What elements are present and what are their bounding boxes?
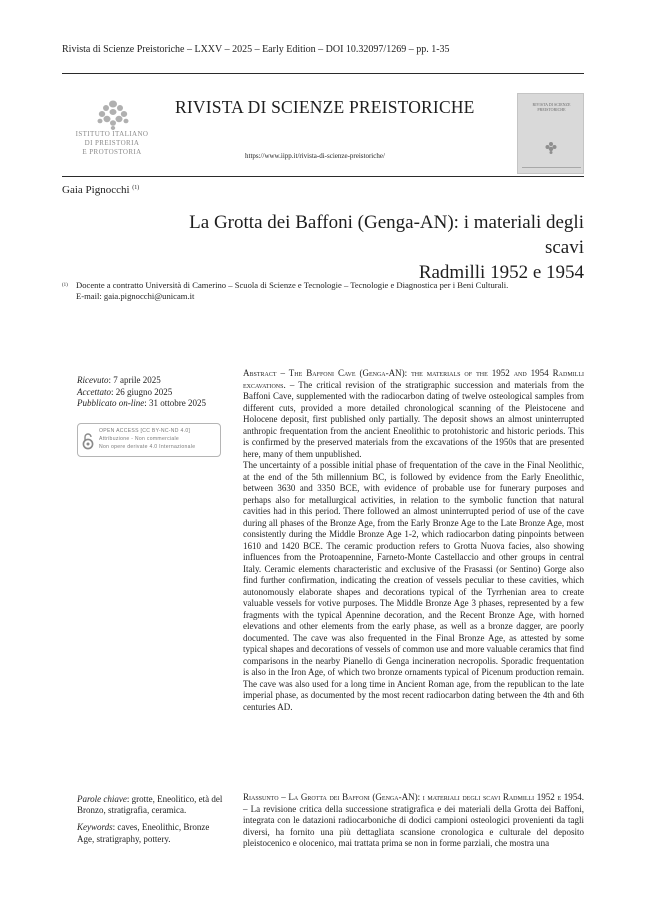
english-keywords-label: Keywords	[77, 822, 113, 833]
affiliation-line-2: E-mail: gaia.pignocchi@unicam.it	[76, 291, 195, 301]
author-line	[62, 184, 139, 196]
article-title-line-2: Radmilli 1952 e 1954	[418, 262, 584, 283]
running-head: Rivista di Scienze Preistoriche – LXXV – 2025 – Early Edition – DOI 10.32097/1269 – pp. 1-35	[62, 44, 450, 55]
cover-title-line-1: RIVISTA DI SCIENZE	[532, 102, 571, 107]
accepted-date	[77, 387, 227, 399]
riassunto-text: – La revisione critica della successione stratigrafica e dei materiali della Grotta dei Baffoni, integrata con le datazioni radiocarboniche di dodici campioni osteologici provenienti da tagli diversi, ha fornito una più dettagliata scansione cronologica e culturale del deposito pleistocenico e olocenico, mai trattata prima se non in forme parziali, che mostra una	[243, 803, 584, 848]
journal-title: RIVISTA DI SCIENZE PREISTORICHE	[175, 97, 475, 117]
author-name: Gaia Pignocchi	[62, 184, 130, 196]
received-date	[77, 375, 227, 387]
english-keywords	[77, 822, 227, 844]
open-access-lock-icon	[82, 432, 94, 450]
riassunto	[243, 792, 584, 850]
keywords-block	[77, 794, 227, 845]
italian-keywords	[77, 794, 227, 816]
published-value: : 31 ottobre 2025	[144, 398, 206, 409]
cover-footer-rule	[522, 167, 581, 168]
english-keywords-text: : caves, Eneolithic, Bronze Age, stratigraphy, pottery.	[77, 822, 210, 844]
cover-title	[521, 102, 582, 112]
license-text	[99, 427, 195, 451]
journal-cover-thumbnail	[517, 93, 584, 174]
institute-line-1: ISTITUTO ITALIANO	[75, 130, 149, 138]
abstract-paragraph-2: The uncertainty of a possible initial phase of frequentation of the cave in the Final Neolithic, at the end of the 5th millennium BC, is followed by evidence from the Early Eneolithic, between 3630 and 3350 BCE, with evidence of probable use for funerary purposes and perhaps also for metallurgical activities, in relation to the symbolic function that natural cavities had in this period. There followed an almost uninterrupted period of use of the cave during all phases of the Bronze Age, from the Early Bronze Age to the Late Bronze Age, most consistently during the Middle Bronze Age 1-2, which radiocarbon dating pinpoints between 1610 and 1420 BCE. The ceramic production refers to Grotta Nuova facies, also showing influences from the Protoapennine, Farneto-Monte Castellaccio and other groups in central Italy. Ceramic elements characteristic and exclusive of the Frasassi (or Sentino) Gorge also find further confirmation, indicating the creation of vessels peculiar to these cavities, which autonomously elaborate shapes and decorations typical of the Tyrrhenian area to create valuable vessels for votive purposes. The Middle Bronze Age 3 phases, represented by a few fragments with the typical Apennine decoration, and the Recent Bronze Age, with horned elevations and other elements from the early phase, as well as a bronze dagger, are poorly documented. The cave was also frequented in the Final Bronze Age, as attested by some typical shapes and decorations of vessels of common use and more valuable ceramics that find comparisons in the nearby Pianello di Genga incineration necropolis. Sporadic frequentation is also in the Iron Age, of which two bronze ornaments typical of Picenum production remain. The cave was also used for a long time in Ancient Roman age, from the republican to the late imperial phase, as documented by the most recent radiocarbon dating between the 4th and 6th centuries AD.	[243, 460, 584, 712]
received-label: Ricevuto	[77, 375, 109, 385]
journal-url[interactable]: https://www.iipp.it/rivista-di-scienze-preistoriche/	[245, 152, 385, 160]
article-title	[150, 210, 584, 285]
affiliation-text	[76, 280, 584, 302]
riassunto-heading: Riassunto – La Grotta dei Baffoni (Genga-AN): i materiali degli scavi Radmilli 1952 e 1954.	[243, 792, 584, 802]
abstract-intro: – The critical revision of the stratigraphic succession and materials from the Baffoni Cave, supplemented with the radiocarbon dating of twelve osteological samples from different cuts, provided a more detailed chronological scanning of the Pleistocene and Holocene deposit, first published only partially. The deposit shows an almost uninterrupted anthropic frequentation from the ancient Eneolithic to protohistoric and historic periods. This is confirmed by the preserved materials from the excavations of the 1950s that are presented here, many of them unpublished.	[243, 379, 584, 459]
published-date	[77, 398, 227, 410]
published-label: Pubblicato on-line	[77, 398, 145, 409]
author-note-mark: (1)	[132, 185, 140, 191]
header-top-rule	[62, 73, 584, 74]
institute-name	[62, 130, 162, 157]
riassunto-paragraph	[243, 792, 584, 850]
institute-line-2: DI PREISTORIA	[84, 139, 140, 147]
institute-line-3: E PROTOSTORIA	[82, 148, 142, 156]
abstract-paragraph-1	[243, 368, 584, 460]
italian-keywords-label: Parole chiave	[77, 794, 127, 804]
license-line-1: OPEN ACCESS [CC BY-NC-ND 4.0]	[99, 428, 191, 434]
header-bottom-rule	[62, 176, 584, 177]
affiliation-line-1: Docente a contratto Università di Camerino – Scuola di Scienze e Tecnologie – Tecnologie e Diagnostica per i Beni Culturali.	[76, 280, 509, 290]
accepted-value: : 26 giugno 2025	[110, 386, 173, 397]
cover-emblem-icon	[543, 141, 559, 155]
affiliation-mark: (1)	[62, 283, 68, 288]
license-line-2: Attribuzione - Non commerciale	[99, 436, 180, 442]
license-line-3: Non opere derivate 4.0 Internazionale	[99, 444, 196, 450]
article-title-line-1: La Grotta dei Baffoni (Genga-AN): i materiali degli scavi	[189, 212, 584, 258]
received-value: : 7 aprile 2025	[108, 375, 161, 385]
open-access-license-badge[interactable]	[77, 423, 221, 457]
abstract-heading: Abstract – The Baffoni Cave (Genga-AN): the materials of the 1952 and 1954 Radmilli excavations.	[243, 368, 584, 390]
submission-dates	[77, 375, 227, 410]
accepted-label: Accettato	[77, 386, 111, 397]
italian-keywords-text: : grotte, Eneolitico, età del Bronzo, stratigrafia, ceramica.	[77, 794, 223, 816]
abstract	[243, 368, 584, 713]
cover-title-line-2: PREISTORICHE	[537, 107, 566, 112]
